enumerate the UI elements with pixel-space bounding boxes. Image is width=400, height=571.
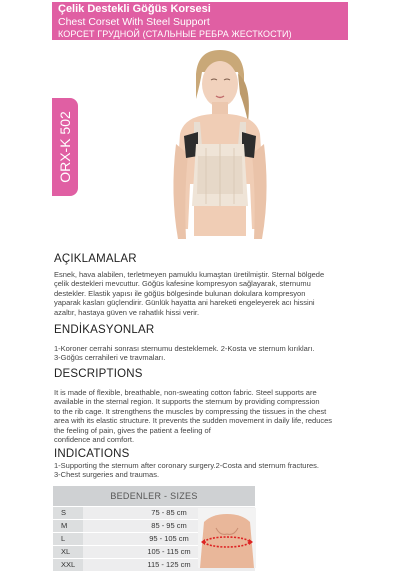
- text-line: çelik destekleri mevcuttur. Göğüs kafesine kompresyon sağlayarak, sternumu: [54, 279, 311, 289]
- size-range: 75 - 85 cm: [83, 507, 255, 519]
- heading-aciklamalar: AÇIKLAMALAR: [54, 253, 137, 265]
- product-code: ORX-K 502: [57, 111, 73, 183]
- text-line: Esnek, hava alabilen, terletmeyen pamuklu kumaştan üretilmiştir. Sternal bölgede: [54, 270, 325, 279]
- title-english: Chest Corset With Steel Support: [58, 15, 210, 28]
- text-line: available in the sternal region. It supports the sternum by providing compression: [54, 397, 320, 407]
- heading-indications: INDICATIONS: [54, 448, 130, 460]
- size-label: M: [53, 520, 83, 532]
- size-label: XXL: [53, 559, 83, 571]
- product-code-tab: [52, 98, 78, 196]
- size-label: S: [53, 507, 83, 519]
- text-line: destekler. Elastik yapısı ile göğüs bölgesinde bulunan dokulara kompresyon: [54, 288, 306, 298]
- text-line: yaparak kasları güçlendirir. Günlük hayatta ani hareketi engeleyerek acı hissini: [54, 298, 315, 308]
- text-indications: [54, 461, 354, 480]
- title-banner: [52, 2, 348, 40]
- text-line: It is made of flexible, breathable, non-sweating cotton fabric. Steel supports are: [54, 388, 317, 397]
- title-turkish: Çelik Destekli Göğüs Korsesi: [58, 3, 211, 15]
- chest-measurement-illustration: [198, 508, 256, 568]
- heading-descriptions: DESCRIPTIONS: [54, 368, 143, 380]
- title-russian: КОРСЕТ ГРУДНОЙ (СТАЛЬНЫЕ РЕБРА ЖЕСТКОСТИ): [58, 29, 292, 39]
- text-line: to the rib cage. It strengthens the muscles by compressing the tissues in the chest: [54, 406, 327, 416]
- text-descriptions: [54, 388, 354, 444]
- size-range: 85 - 95 cm: [83, 520, 255, 532]
- text-line: area with its elastic structure. It prevents the sudden movement in daily life, reduces: [54, 416, 333, 426]
- text-endikasyonlar: [54, 344, 354, 363]
- text-aciklamalar: [54, 270, 354, 317]
- text-line: azaltır, hastaya güven ve rahatlık hissi verir.: [54, 307, 200, 317]
- heading-endikasyonlar: ENDİKASYONLAR: [54, 324, 155, 336]
- size-range: 105 - 115 cm: [83, 546, 255, 558]
- size-table-header: BEDENLER - SIZES: [53, 486, 255, 506]
- text-line: 1-Koroner cerrahi sonrası sternumu desteklemek. 2-Kosta ve sternum kırıkları.: [54, 344, 315, 353]
- text-line: confidence and comfort.: [54, 435, 135, 445]
- size-label: XL: [53, 546, 83, 558]
- product-photo: [140, 44, 300, 249]
- size-range: 115 - 125 cm: [83, 559, 255, 571]
- size-label: L: [53, 533, 83, 545]
- size-range: 95 - 105 cm: [83, 533, 255, 545]
- text-line: the feeling of pain, gives the patient a feeling of: [54, 425, 211, 435]
- text-line: 3-Göğüs cerrahileri ve travmaları.: [54, 353, 166, 363]
- text-line: 1-Supporting the sternum after coronary surgery.2-Costa and sternum fractures.: [54, 461, 319, 470]
- text-line: 3-Chest surgeries and traumas.: [54, 470, 160, 480]
